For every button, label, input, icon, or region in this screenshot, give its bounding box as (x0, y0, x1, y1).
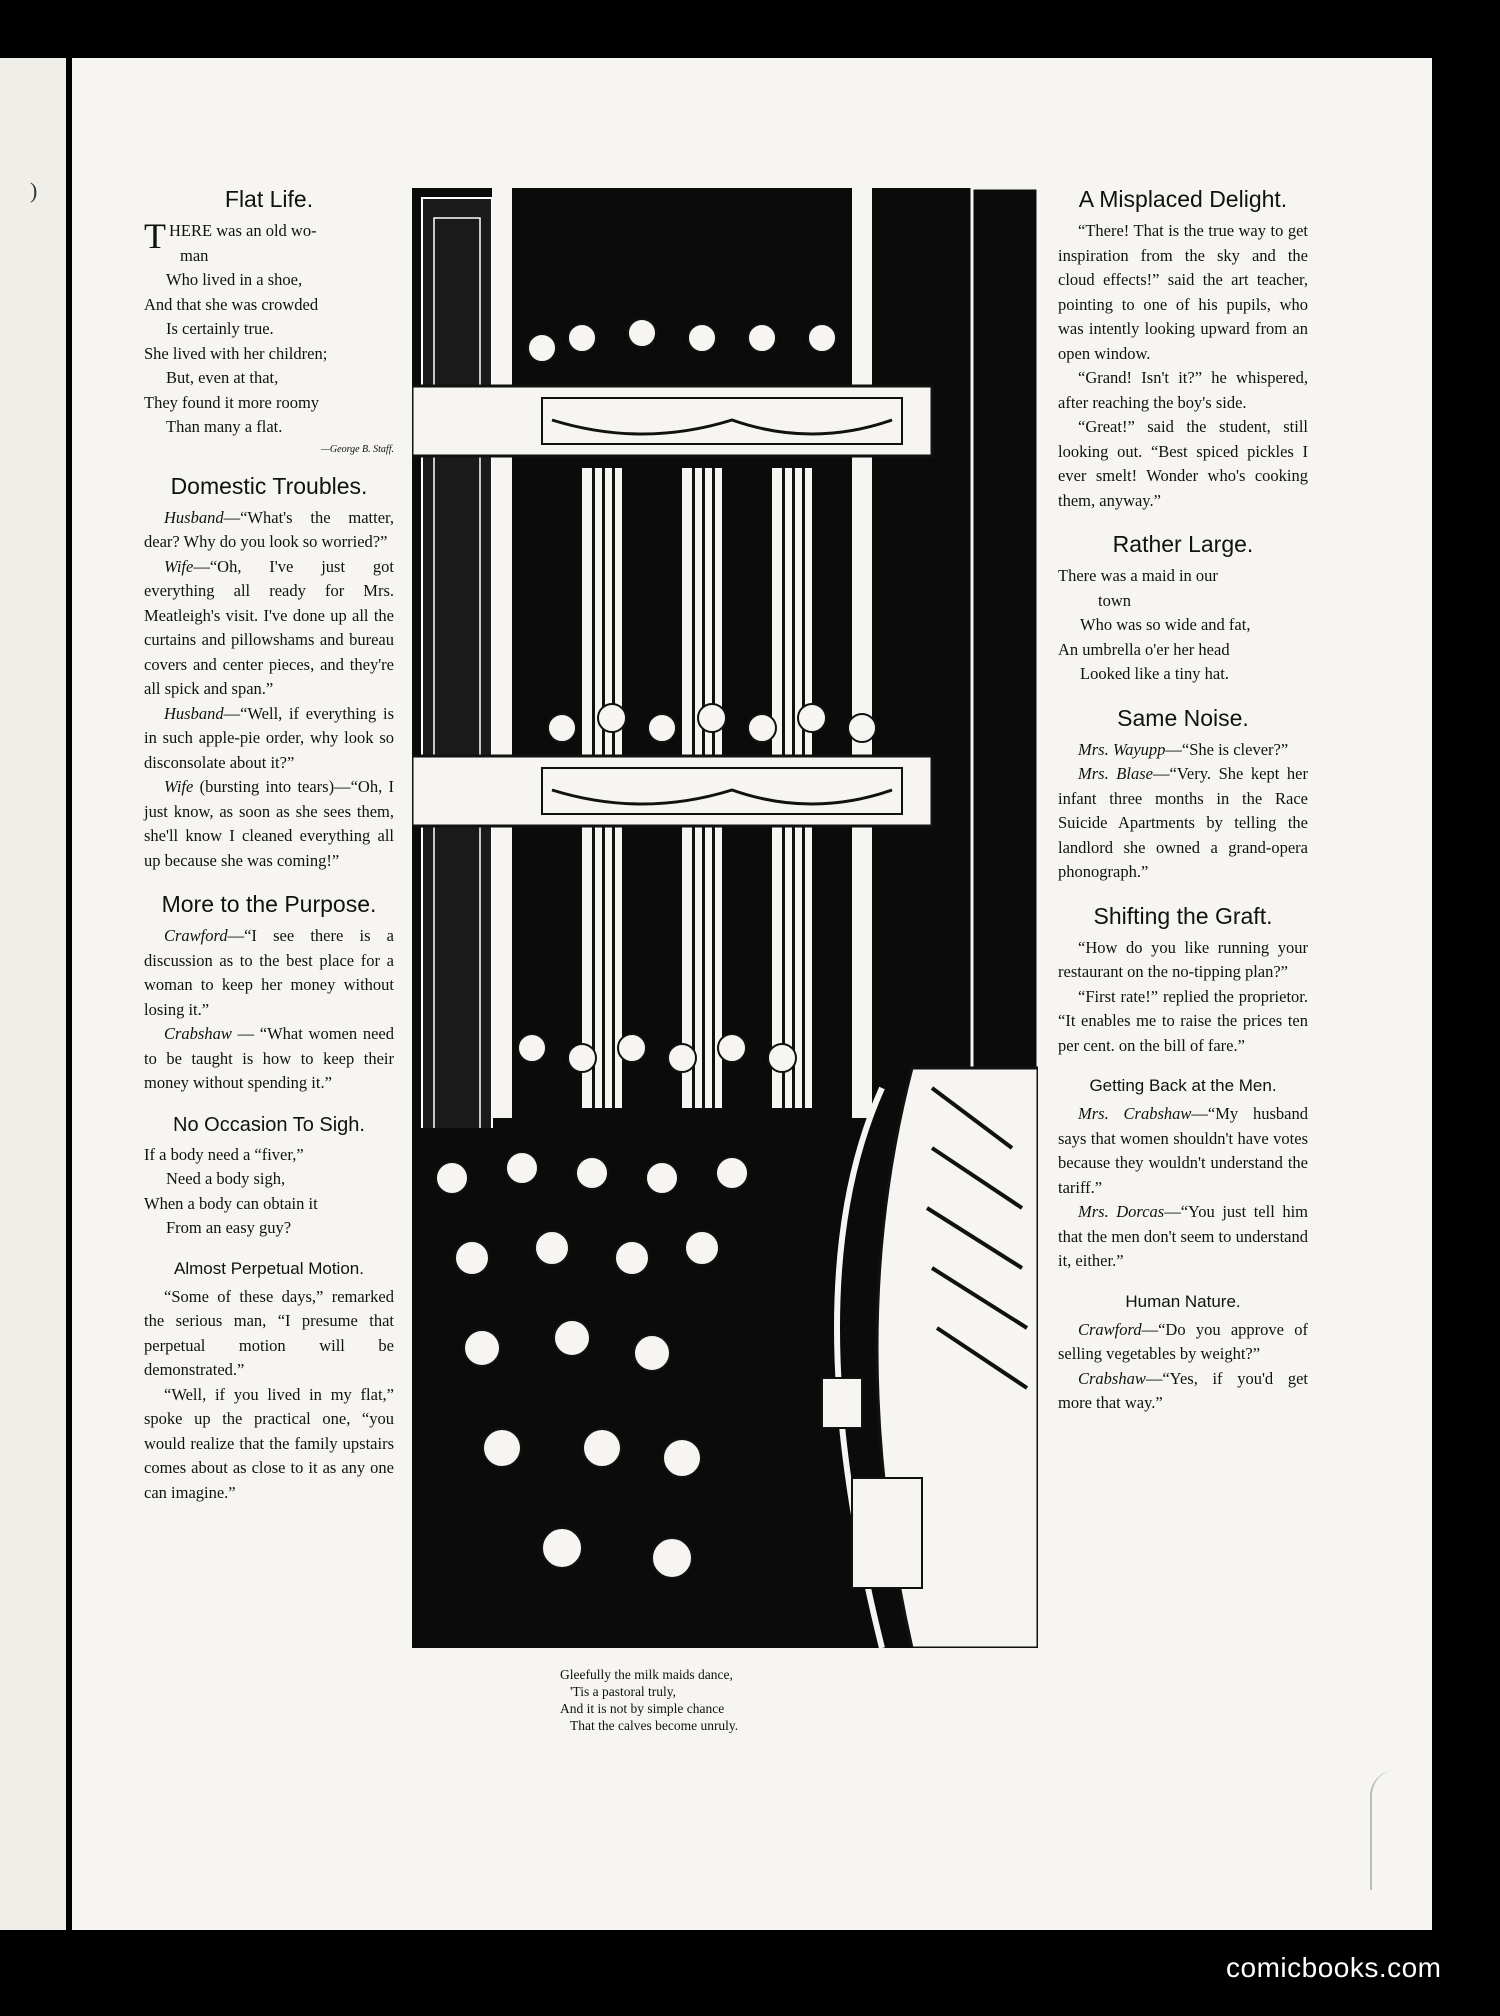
speaker: Wife (164, 777, 194, 796)
caption-line: That the calves become unruly. (570, 1718, 739, 1733)
article-more-to-the-purpose (144, 891, 394, 1096)
dialogue: —“My husband says that women shouldn't have votes because they wouldn't understand the tariff.” (1058, 1104, 1308, 1197)
paragraph (1058, 1367, 1308, 1416)
speaker: Mrs. Wayupp (1078, 739, 1166, 759)
speaker: Wife (164, 556, 194, 576)
article-rather-large (1058, 531, 1308, 687)
article-title: A Misplaced Delight. (1078, 186, 1288, 212)
speaker: Crabshaw (164, 1024, 232, 1043)
speaker: Crawford (1078, 1319, 1142, 1339)
speaker: Crabshaw (1078, 1368, 1146, 1388)
author-credit: —George B. Staff. (321, 443, 394, 455)
article-same-noise (1058, 705, 1308, 885)
article-almost-perpetual-motion (144, 1259, 394, 1506)
left-column (144, 186, 394, 1523)
poem-line: She lived with her children; (144, 343, 328, 363)
article-domestic-troubles (144, 473, 394, 874)
article-misplaced-delight (1058, 186, 1308, 513)
dialogue: —“Very. She kept her infant three months in the Race Suicide Apartments by telling the landlord she owned a grand-opera phonograph.” (1058, 764, 1308, 881)
paragraph (1058, 1318, 1308, 1367)
article-title: Rather Large. (1112, 531, 1254, 557)
speaker: Mrs. Crabshaw (1078, 1104, 1192, 1123)
poem-line: But, even at that, (166, 368, 279, 387)
article-title: Domestic Troubles. (170, 472, 368, 499)
article-title: Shifting the Graft. (1093, 902, 1273, 929)
poem-line: Than many a flat. (166, 417, 283, 436)
article-title: Same Noise. (1117, 704, 1249, 731)
speaker: Husband (164, 703, 224, 723)
article-shifting-the-graft (1058, 903, 1308, 1059)
paragraph (144, 555, 394, 702)
poem-line: When a body can obtain it (144, 1193, 318, 1213)
paragraph (1058, 762, 1308, 885)
paragraph (1058, 1200, 1308, 1274)
paragraph (144, 775, 394, 873)
article-human-nature (1058, 1292, 1308, 1416)
speaker: Crawford (164, 926, 228, 945)
poem-line: HERE was an old wo- (169, 221, 317, 240)
caption-line: 'Tis a pastoral truly, (570, 1684, 677, 1699)
illustration-caption (560, 1666, 860, 1734)
poem-line: From an easy guy? (166, 1218, 292, 1237)
speaker: Husband (164, 507, 224, 527)
poem-line: An umbrella o'er her head (1058, 639, 1230, 659)
drop-cap: T (144, 216, 166, 256)
poem-line: They found it more roomy (144, 392, 320, 412)
article-flat-life (144, 186, 394, 455)
paragraph: “Great!” said the student, still looking out. “Best spiced pickles I ever smelt! Wonder who's cooking them, anyway.” (1058, 417, 1308, 510)
article-title: Almost Perpetual Motion. (174, 1258, 364, 1278)
paragraph: “First rate!” replied the proprietor. “It enables me to raise the prices ten per cent. on the bill of fare.” (1058, 986, 1308, 1055)
page-curl (1370, 1770, 1396, 1890)
poem-line: Who lived in a shoe, (166, 270, 303, 289)
dialogue: — “What women need to be taught is how to keep their money without spending it.” (144, 1024, 394, 1092)
article-title: Human Nature. (1125, 1291, 1241, 1311)
dialogue: —“Yes, if you'd get more that way.” (1058, 1368, 1308, 1412)
caption-line: Gleefully the milk maids dance, (560, 1667, 733, 1682)
article-title: More to the Purpose. (161, 891, 377, 917)
dialogue: —“What's the matter, dear? Why do you look so worried?” (144, 507, 394, 551)
poem-line: And that she was crowded (144, 294, 319, 314)
poem-line: Is certainly true. (166, 319, 274, 338)
caption-line: And it is not by simple chance (560, 1701, 725, 1716)
speaker: Mrs. Blase (1078, 764, 1153, 783)
article-title: Flat Life. (224, 186, 314, 212)
poem-line: Who was so wide and fat, (1080, 615, 1251, 634)
paragraph: “Well, if you lived in my flat,” spoke up the practical one, “you would realize that the family upstairs comes about as close to it as any one can imagine.” (144, 1384, 394, 1502)
dialogue: —“Oh, I've just got everything all ready for Mrs. Meatleigh's visit. I've done up all the curtains and pillowshams and bureau covers and center pieces, and they're all spick and span.” (144, 556, 394, 698)
article-getting-back-at-the-men (1058, 1076, 1308, 1274)
paragraph (144, 924, 394, 1022)
paragraph (144, 702, 394, 776)
paragraph (144, 506, 394, 555)
paragraph: “Grand! Isn't it?” he whispered, after reaching the boy's side. (1058, 368, 1308, 412)
paragraph: “Some of these days,” remarked the serious man, “I presume that perpetual motion will be demonstrated.” (144, 1286, 394, 1379)
paragraph: “How do you like running your restaurant on the no-tipping plan?” (1058, 937, 1308, 981)
paragraph (1058, 738, 1308, 763)
dialogue: —“Well, if everything is in such apple-pie order, why look so disconsolate about it?” (144, 703, 394, 772)
article-title: Getting Back at the Men. (1089, 1076, 1277, 1095)
paragraph: “There! That is the true way to get inspiration from the sky and the cloud effects!” said the art teacher, pointing to one of his pupils, who was intently looking upward from an open window. (1058, 221, 1308, 363)
poem-line: If a body need a “fiver,” (144, 1144, 304, 1164)
paragraph (144, 1022, 394, 1096)
dialogue: (bursting into tears)—“Oh, I just know, as soon as she sees them, she'll know I cleaned everything all up because she was coming!” (144, 777, 394, 870)
article-title: No Occasion To Sigh. (173, 1113, 365, 1136)
dialogue: —“She is clever?” (1165, 739, 1289, 759)
dialogue: —“I see there is a discussion as to the best place for a woman to keep her money without losing it.” (144, 926, 394, 1019)
facing-page-edge (0, 58, 66, 1930)
right-column (1058, 186, 1308, 1434)
margin-mark: ) (30, 178, 38, 203)
speaker: Mrs. Dorcas (1078, 1202, 1165, 1221)
poem-line: Need a body sigh, (166, 1169, 286, 1188)
theater-illustration (412, 188, 1038, 1648)
site-watermark: comicbooks.com (1226, 1952, 1442, 1983)
poem-line: Looked like a tiny hat. (1080, 664, 1229, 683)
poem-line: town (1098, 590, 1131, 610)
dialogue: —“Do you approve of selling vegetables by weight?” (1058, 1319, 1308, 1363)
poem-line: There was a maid in our (1058, 566, 1218, 585)
article-no-occasion-to-sigh (144, 1114, 394, 1241)
paragraph (1058, 1102, 1308, 1200)
poem-line: man (180, 245, 209, 265)
dialogue: —“You just tell him that the men don't seem to understand it, either.” (1058, 1202, 1308, 1270)
